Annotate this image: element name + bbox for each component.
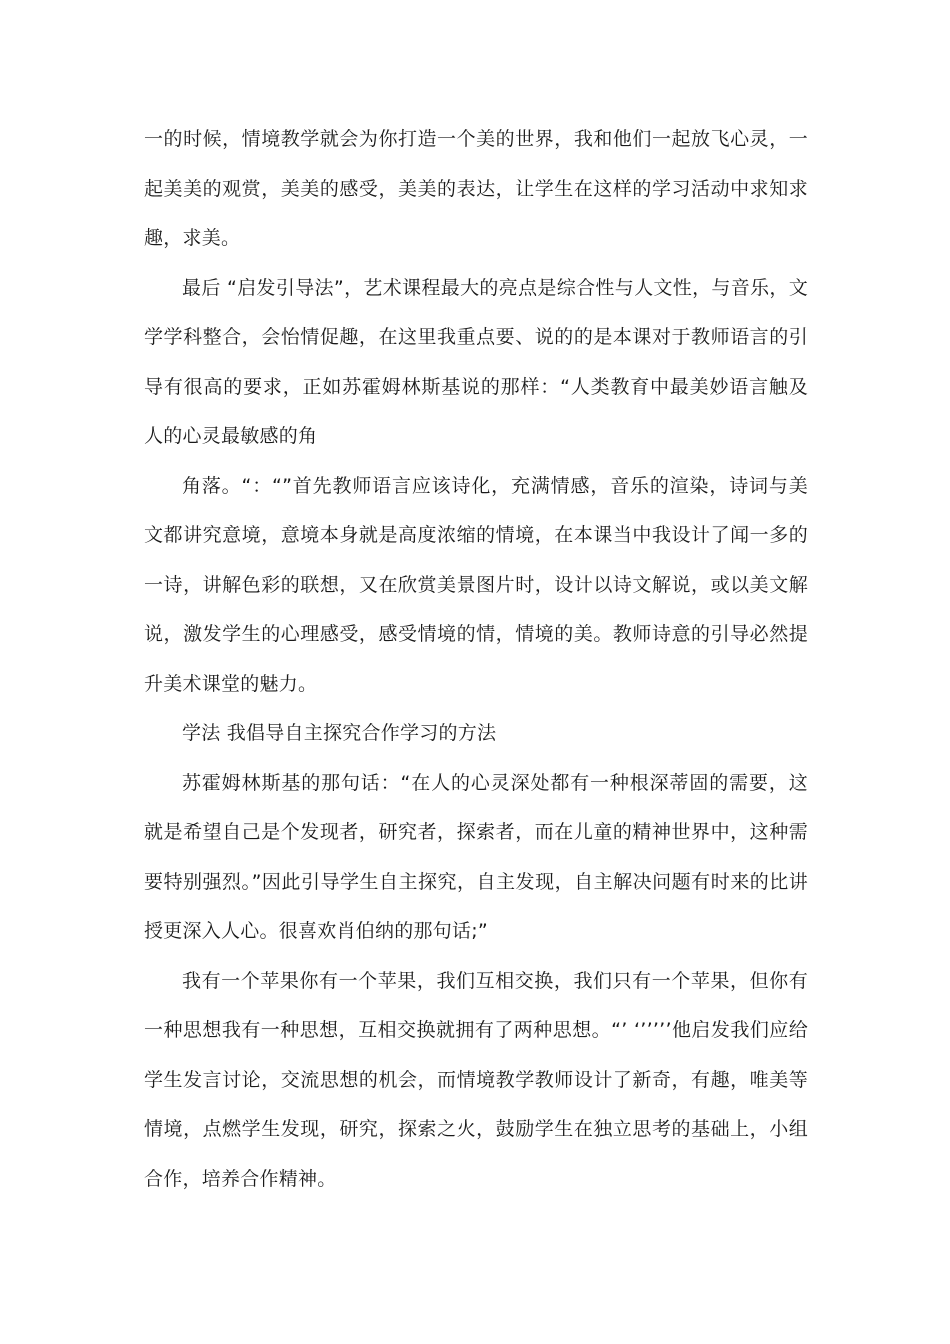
paragraph-5: 苏霍姆林斯基的那句话：“在人的心灵深处都有一种根深蒂固的需要，这就是希望自己是个发现者，研究者，探索者，而在儿童的精神世界中，这种需要特别强烈。”因此引导学生自主探究，自主发现，自主解决问题有时来的比讲授更深入人心。很喜欢肖伯纳的那句话;” (144, 771, 808, 942)
paragraph-3: 角落。“：“”首先教师语言应该诗化，充满情感，音乐的渲染，诗词与美文都讲究意境，意境本身就是高度浓缩的情境，在本课当中我设计了闻一多的一诗，讲解色彩的联想，又在欣赏美景图片时，设计以诗文解说，或以美文解说，激发学生的心理感受，感受情境的情，情境的美。教师诗意的引导必然提升美术课堂的魅力。 (144, 474, 808, 695)
paragraph-4: 学法 我倡导自主探究合作学习的方法 (182, 722, 497, 744)
paragraph-1: 一的时候，情境教学就会为你打造一个美的世界，我和他们一起放飞心灵，一起美美的观赏，美美的感受，美美的表达，让学生在这样的学习活动中求知求趣，求美。 (144, 128, 808, 249)
paragraph-6: 我有一个苹果你有一个苹果，我们互相交换，我们只有一个苹果，但你有一种思想我有一种思想，互相交换就拥有了两种思想。“’ ‘’’’’’他启发我们应给学生发言讨论，交流思想的机会，而情境教学教师设计了新奇，有趣，唯美等情境，点燃学生发现，研究，探索之火，鼓励学生在独立思考的基础上，小组合作，培养合作精神。 (144, 969, 808, 1190)
paragraph-2: 最后 “启发引导法”，艺术课程最大的亮点是综合性与人文性，与音乐，文学学科整合，会怡情促趣，在这里我重点要、说的的是本课对于教师语言的引导有很高的要求，正如苏霍姆林斯基说的那样：“人类教育中最美妙语言触及人的心灵最敏感的角 (144, 276, 808, 447)
document-body (144, 115, 808, 1204)
